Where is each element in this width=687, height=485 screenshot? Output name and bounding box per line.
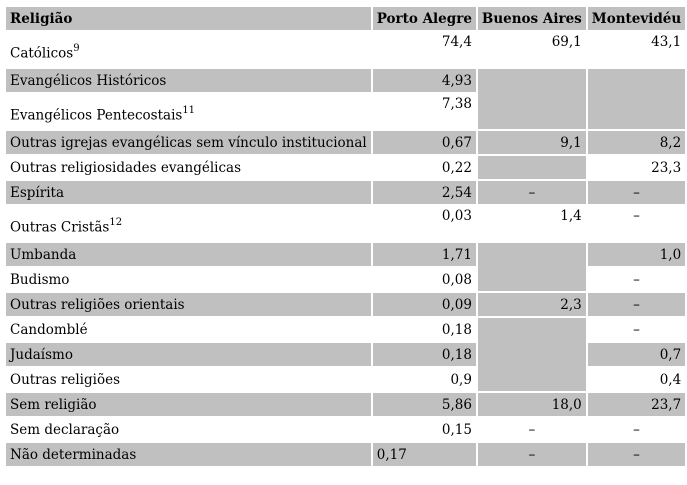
table-row [6, 181, 685, 204]
cell-porto-alegre: 0,22 [441, 159, 472, 176]
cell-montevideu: – [633, 421, 640, 438]
header-porto-alegre: Porto Alegre [373, 7, 476, 30]
cell-buenos-aires: 1,4 [560, 208, 582, 224]
cell-buenos-aires-merged [478, 243, 586, 291]
table-row [6, 243, 685, 266]
row-label: Espírita [6, 181, 371, 204]
header-religiao: Religião [6, 7, 371, 30]
table-row [6, 393, 685, 416]
row-label: Judaísmo [6, 343, 371, 366]
row-label: Outras religiões orientais [6, 293, 371, 316]
row-label: Candomblé [10, 321, 88, 338]
table-row [6, 131, 685, 154]
cell-porto-alegre: 7,38 [441, 96, 472, 112]
row-label: Budismo [10, 271, 70, 288]
table-row [6, 32, 685, 67]
cell-porto-alegre: 5,86 [373, 393, 476, 416]
header-buenos-aires: Buenos Aires [478, 7, 586, 30]
cell-montevideu: – [588, 293, 685, 316]
cell-buenos-aires-merged [478, 69, 586, 129]
cell-porto-alegre: 0,9 [450, 371, 472, 388]
cell-porto-alegre: 0,18 [441, 321, 472, 338]
header-row [6, 7, 685, 30]
cell-porto-alegre: 1,71 [373, 243, 476, 266]
cell-montevideu: – [588, 443, 685, 466]
row-label: Evangélicos Pentecostais$^{11}$ [10, 104, 196, 124]
row-label: Evangélicos Históricos [6, 69, 371, 92]
row-label: Católicos$^9$ [10, 42, 80, 62]
cell-montevideu-merged [588, 69, 685, 129]
cell-buenos-aires: 69,1 [551, 34, 582, 50]
row-label: Sem religião [6, 393, 371, 416]
table-row [6, 206, 685, 241]
row-label: Sem declaração [10, 421, 120, 438]
header-montevideu: Montevidéu [588, 7, 685, 30]
cell-porto-alegre: 0,15 [441, 421, 472, 438]
cell-montevideu: 8,2 [588, 131, 685, 154]
cell-porto-alegre: 74,4 [441, 34, 472, 50]
cell-montevideu: 23,3 [651, 159, 682, 176]
cell-montevideu: – [588, 181, 685, 204]
cell-montevideu: 43,1 [651, 34, 682, 50]
cell-buenos-aires: 2,3 [478, 293, 586, 316]
row-label: Outras Cristãs$^{12}$ [10, 216, 123, 236]
cell-buenos-aires [478, 156, 586, 179]
cell-porto-alegre: 4,93 [373, 69, 476, 92]
table-row [6, 293, 685, 316]
table-row [6, 443, 685, 466]
cell-montevideu: 0,4 [659, 371, 682, 388]
cell-montevideu: 0,7 [588, 343, 685, 366]
cell-buenos-aires: – [478, 181, 586, 204]
cell-porto-alegre: 0,67 [373, 131, 476, 154]
cell-buenos-aires: – [528, 421, 536, 438]
cell-porto-alegre: 2,54 [373, 181, 476, 204]
cell-montevideu: 1,0 [588, 243, 685, 266]
cell-porto-alegre: 0,08 [441, 271, 472, 288]
cell-buenos-aires: – [478, 443, 586, 466]
cell-porto-alegre: 0,17 [373, 443, 476, 466]
cell-porto-alegre: 0,03 [441, 208, 472, 224]
cell-porto-alegre: 0,18 [373, 343, 476, 366]
row-label: Outras igrejas evangélicas sem vínculo institucional [6, 131, 371, 154]
cell-buenos-aires-merged [478, 318, 586, 391]
row-label: Outras religiosidades evangélicas [10, 159, 242, 176]
cell-montevideu: – [633, 271, 640, 288]
table-row [6, 156, 685, 179]
table-row [6, 69, 685, 92]
table-row [6, 318, 685, 341]
row-label: Não determinadas [6, 443, 371, 466]
cell-porto-alegre: 0,09 [373, 293, 476, 316]
cell-montevideu: – [633, 321, 640, 338]
table-row [6, 418, 685, 441]
religion-table [4, 5, 687, 468]
cell-montevideu: 23,7 [588, 393, 685, 416]
cell-buenos-aires: 9,1 [478, 131, 586, 154]
cell-buenos-aires: 18,0 [478, 393, 586, 416]
cell-montevideu: – [633, 208, 640, 224]
row-label: Outras religiões [10, 371, 120, 388]
row-label: Umbanda [6, 243, 371, 266]
